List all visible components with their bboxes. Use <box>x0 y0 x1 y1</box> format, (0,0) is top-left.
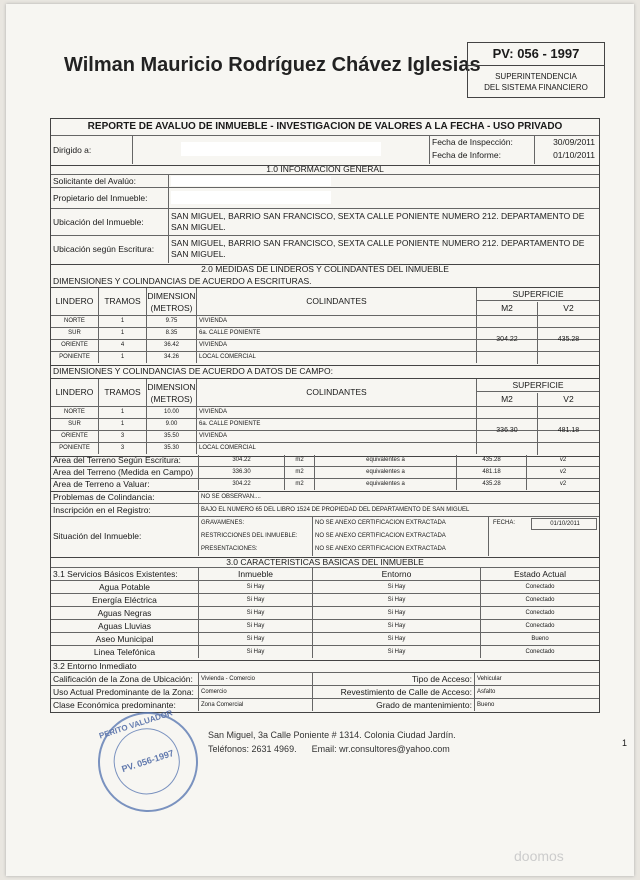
dim-colindante: 6a. CALLE PONIENTE <box>197 328 477 339</box>
fi-label: Fecha de Inspección: <box>432 137 513 147</box>
info-general <box>50 164 600 265</box>
entorno-label-b: Tipo de Acceso: <box>313 673 475 685</box>
ubicacion-escritura-label: Ubicación según Escritura: <box>51 236 169 263</box>
header-superficie: SUPERFICIE <box>477 379 599 392</box>
header-metros-label: (METROS) <box>150 394 193 404</box>
servicio-row <box>51 581 599 594</box>
header-metros-label: (METROS) <box>150 303 193 313</box>
servicio-inmueble: Si Hay <box>199 620 313 632</box>
area-v2-unit: v2 <box>559 481 567 487</box>
dim-tramos: 1 <box>99 407 147 418</box>
dim-value: 35.50 <box>147 431 197 442</box>
inscripcion-value: BAJO EL NUMERO 65 DEL LIBRO 1524 DE PROPIEDAD DEL DEPARTAMENTO DE SAN MIGUEL <box>201 507 470 513</box>
servicio-entorno: Si Hay <box>313 646 481 658</box>
servicio-name: Agua Potable <box>51 581 199 593</box>
entorno-title: 3.2 Entorno Inmediato <box>51 660 599 673</box>
servicio-row <box>51 594 599 607</box>
entorno-value-b: Bueno <box>477 702 495 708</box>
pv-number: PV: 056 - 1997 <box>468 43 604 66</box>
situacion-labels <box>199 517 313 556</box>
area-m2-unit: m2 <box>285 479 315 490</box>
area-v2-unit: v2 <box>559 469 567 475</box>
servicio-inmueble: Si Hay <box>199 581 313 593</box>
servicio-estado: Conectado <box>525 623 555 629</box>
entorno-table <box>50 660 600 713</box>
header-v2: V2 <box>563 394 574 404</box>
superficie-m2: 304.22 <box>477 316 538 364</box>
servicio-inmueble: Si Hay <box>199 646 313 658</box>
servicio-name: Linea Telefónica <box>51 646 199 658</box>
dim-campo <box>50 364 600 378</box>
servicio-row <box>51 646 599 658</box>
dim-colindante: VIVIENDA <box>197 407 477 418</box>
redacted-block <box>171 176 331 186</box>
area-equivalent: equivalentes a <box>315 455 457 466</box>
dim-colindante: 6a. CALLE PONIENTE <box>197 419 477 430</box>
header-dimension-label: DIMENSION <box>147 291 196 301</box>
header-m2: M2 <box>477 393 538 406</box>
entorno-value-b: Asfalto <box>477 689 496 695</box>
situacion-label: Situación del Inmueble: <box>51 517 199 556</box>
header-entorno: Entorno <box>313 568 481 580</box>
area-v2-value: 435.28 <box>457 479 527 490</box>
dim-value: 10.00 <box>147 407 197 418</box>
finf-label: Fecha de Informe: <box>432 150 501 160</box>
page-number: 1 <box>622 738 628 748</box>
servicio-estado: Conectado <box>525 597 555 603</box>
area-label: Area de Terreno a Valuar: <box>51 479 199 490</box>
caracteristicas-title: 3.0 CARACTERISTICAS BASICAS DEL INMUEBLE <box>51 557 599 568</box>
dim-colindante: VIVIENDA <box>197 340 477 351</box>
header-superficie: SUPERFICIE <box>477 288 599 301</box>
appraiser-name: Wilman Mauricio Rodríguez Chávez Iglesias <box>64 54 481 76</box>
seal-line2: PV. 056-1997 <box>120 747 176 775</box>
dim-lindero: PONIENTE <box>51 443 99 454</box>
dim-tramos: 3 <box>99 431 147 442</box>
servicio-estado: Conectado <box>525 610 555 616</box>
redacted-block <box>171 191 331 204</box>
footer-phone: Teléfonos: 2631 4969. <box>208 744 297 754</box>
dates-values <box>535 136 599 164</box>
dim-tramos: 1 <box>99 352 147 363</box>
servicio-row <box>51 633 599 646</box>
presentaciones-value: NO SE ANEXO CERTIFICACION EXTRACTADA <box>315 546 446 552</box>
dim-colindante: VIVIENDA <box>197 316 477 327</box>
seal-line1: PERITO VALUADOR <box>97 708 174 741</box>
problemas-label: Problemas de Colindancia: <box>51 491 199 503</box>
watermark: doomos <box>514 848 564 864</box>
area-row <box>51 467 599 479</box>
dim-tramos: 1 <box>99 419 147 430</box>
restricciones-label: RESTRICCIONES DEL INMUEBLE: <box>201 533 298 539</box>
footer <box>208 728 456 756</box>
area-v2-unit: v2 <box>559 457 567 463</box>
entorno-label-a: Calificación de la Zona de Ubicación: <box>51 673 199 685</box>
dim-tramos: 1 <box>99 328 147 339</box>
entorno-label-a: Clase Económica predominante: <box>51 699 199 711</box>
header-dimension-label: DIMENSION <box>147 382 196 392</box>
servicio-entorno: Si Hay <box>313 594 481 606</box>
area-row <box>51 455 599 467</box>
finf-value: 01/10/2011 <box>553 150 595 160</box>
area-equivalent: equivalentes a <box>315 479 457 490</box>
ubicacion-value: SAN MIGUEL, BARRIO SAN FRANCISCO, SEXTA CALLE PONIENTE NUMERO 212. DEPARTAMENTO DE SAN MIGUEL. <box>171 211 585 232</box>
entorno-value-b: Vehicular <box>477 676 502 682</box>
dim-campo-label: DIMENSIONES Y COLINDANCIAS DE ACUERDO A DATOS DE CAMPO: <box>53 366 333 376</box>
entorno-row <box>51 686 599 699</box>
entorno-label-b: Revestimiento de Calle de Acceso: <box>313 686 475 698</box>
superficie-v2: 481.18 <box>557 427 580 434</box>
dim-colindante: LOCAL COMERCIAL <box>197 443 477 454</box>
problemas-value: NO SE OBSERVAN.... <box>201 494 261 500</box>
dirigido-label: Dirigido a: <box>51 136 133 164</box>
fecha-label: FECHA: <box>493 520 516 526</box>
dim-value: 9.00 <box>147 419 197 430</box>
header-tramos: TRAMOS <box>99 288 147 315</box>
header-lindero: LINDERO <box>51 379 99 406</box>
servicio-name: Aguas Lluvias <box>51 620 199 632</box>
dim-tramos: 1 <box>99 316 147 327</box>
area-m2-value: 336.30 <box>199 467 285 478</box>
area-label: Area del Terreno Según Escritura: <box>51 455 199 466</box>
pv-box <box>467 42 605 98</box>
gravamenes-label: GRAVAMENES: <box>201 520 245 526</box>
servicio-estado: Conectado <box>525 584 555 590</box>
header-dimension <box>147 379 197 406</box>
areas-table <box>50 455 600 492</box>
fi-value: 30/09/2011 <box>553 137 595 147</box>
propietario-label: Propietario del Inmueble: <box>51 188 169 208</box>
area-m2-unit: m2 <box>285 467 315 478</box>
dim-lindero: NORTE <box>51 316 99 327</box>
campo-table <box>50 378 600 457</box>
area-m2-unit: m2 <box>285 455 315 466</box>
area-label: Area del Terreno (Medida en Campo) <box>51 467 199 478</box>
gravamenes-value: NO SE ANEXO CERTIFICACION EXTRACTADA <box>315 520 446 526</box>
dim-value: 34.26 <box>147 352 197 363</box>
entorno-label-a: Uso Actual Predominante de la Zona: <box>51 686 199 698</box>
ubicacion-escritura-value: SAN MIGUEL, BARRIO SAN FRANCISCO, SEXTA CALLE PONIENTE NUMERO 212. DEPARTAMENTO DE SAN MIGUEL. <box>171 238 585 259</box>
header-tramos: TRAMOS <box>99 379 147 406</box>
sup-line2: DEL SISTEMA FINANCIERO <box>484 83 588 92</box>
dim-lindero: ORIENTE <box>51 431 99 442</box>
area-equivalent: equivalentes a <box>315 467 457 478</box>
servicio-estado: Bueno <box>531 636 549 642</box>
dim-header-row <box>51 379 599 407</box>
superficie-v2: 435.28 <box>557 336 580 343</box>
dim-value: 36.42 <box>147 340 197 351</box>
servicio-entorno: Si Hay <box>313 581 481 593</box>
servicio-inmueble: Si Hay <box>199 594 313 606</box>
dim-lindero: SUR <box>51 328 99 339</box>
header-lindero: LINDERO <box>51 288 99 315</box>
area-v2-value: 435.28 <box>457 455 527 466</box>
restricciones-value: NO SE ANEXO CERTIFICACION EXTRACTADA <box>315 533 446 539</box>
entorno-row <box>51 673 599 686</box>
registro-box <box>50 491 600 558</box>
report-title: REPORTE DE AVALUO DE INMUEBLE - INVESTIGACION DE VALORES A LA FECHA - USO PRIVADO <box>51 119 599 136</box>
escritura-table <box>50 287 600 366</box>
servicio-entorno: Si Hay <box>313 620 481 632</box>
dim-value: 8.35 <box>147 328 197 339</box>
situacion-values <box>313 517 489 556</box>
header-m2: M2 <box>477 302 538 315</box>
servicio-name: Aguas Negras <box>51 607 199 619</box>
solicitante-label: Solicitante del Avalúo: <box>51 175 169 187</box>
medidas-header <box>50 264 600 287</box>
entorno-value-a: Vivienda - Comercio <box>199 673 313 685</box>
servicio-inmueble: Si Hay <box>199 633 313 645</box>
footer-email: Email: wr.consultores@yahoo.com <box>311 744 450 754</box>
inscripcion-label: Inscripción en el Registro: <box>51 504 199 516</box>
dim-value: 9.75 <box>147 316 197 327</box>
area-m2-value: 304.22 <box>199 479 285 490</box>
entorno-value-a: Zona Comercial <box>199 699 313 711</box>
servicio-entorno: Si Hay <box>313 607 481 619</box>
footer-address: San Miguel, 3a Calle Poniente # 1314. Colonia Ciudad Jardín. <box>208 730 456 740</box>
redacted-block <box>181 142 381 156</box>
superficie-m2: 336.30 <box>477 407 538 455</box>
servicio-inmueble: Si Hay <box>199 607 313 619</box>
area-row <box>51 479 599 490</box>
servicio-name: Energía Eléctrica <box>51 594 199 606</box>
info-title: 1.0 INFORMACION GENERAL <box>51 164 599 175</box>
report-header <box>50 118 600 166</box>
dim-lindero: PONIENTE <box>51 352 99 363</box>
dim-value: 35.30 <box>147 443 197 454</box>
dim-lindero: ORIENTE <box>51 340 99 351</box>
servicio-row <box>51 620 599 633</box>
ubicacion-label: Ubicación del Inmueble: <box>51 209 169 235</box>
header-v2: V2 <box>563 303 574 313</box>
servicio-name: Aseo Municipal <box>51 633 199 645</box>
servicios-table <box>50 557 600 661</box>
presentaciones-label: PRESENTACIONES: <box>201 546 258 552</box>
medidas-title: 2.0 MEDIDAS DE LINDEROS Y COLINDANTES DEL INMUEBLE <box>201 264 449 274</box>
header-colindantes: COLINDANTES <box>197 288 477 315</box>
servicios-title: 3.1 Servicios Básicos Existentes: <box>51 568 199 580</box>
dim-tramos: 3 <box>99 443 147 454</box>
dim-colindante: LOCAL COMERCIAL <box>197 352 477 363</box>
servicio-entorno: Si Hay <box>313 633 481 645</box>
dates-labels <box>429 136 535 164</box>
fecha-value: 01/10/2011 <box>531 518 597 530</box>
entorno-value-a: Comercio <box>199 686 313 698</box>
header-colindantes: COLINDANTES <box>197 379 477 406</box>
superintendencia-label <box>468 66 604 93</box>
header-dimension <box>147 288 197 315</box>
dim-lindero: SUR <box>51 419 99 430</box>
servicio-estado: Conectado <box>525 649 555 655</box>
dim-lindero: NORTE <box>51 407 99 418</box>
header-estado: Estado Actual <box>514 569 566 579</box>
entorno-row <box>51 699 599 711</box>
area-v2-value: 481.18 <box>457 467 527 478</box>
dim-header-row <box>51 288 599 316</box>
dim-colindante: VIVIENDA <box>197 431 477 442</box>
area-m2-value: 304.22 <box>199 455 285 466</box>
dim-tramos: 4 <box>99 340 147 351</box>
entorno-label-b: Grado de mantenimiento: <box>313 699 475 711</box>
servicio-row <box>51 607 599 620</box>
header-inmueble: Inmueble <box>199 568 313 580</box>
sup-line1: SUPERINTENDENCIA <box>495 72 577 81</box>
dim-esc-label: DIMENSIONES Y COLINDANCIAS DE ACUERDO A ESCRITURAS. <box>53 276 312 286</box>
servicios-header-row <box>51 568 599 581</box>
